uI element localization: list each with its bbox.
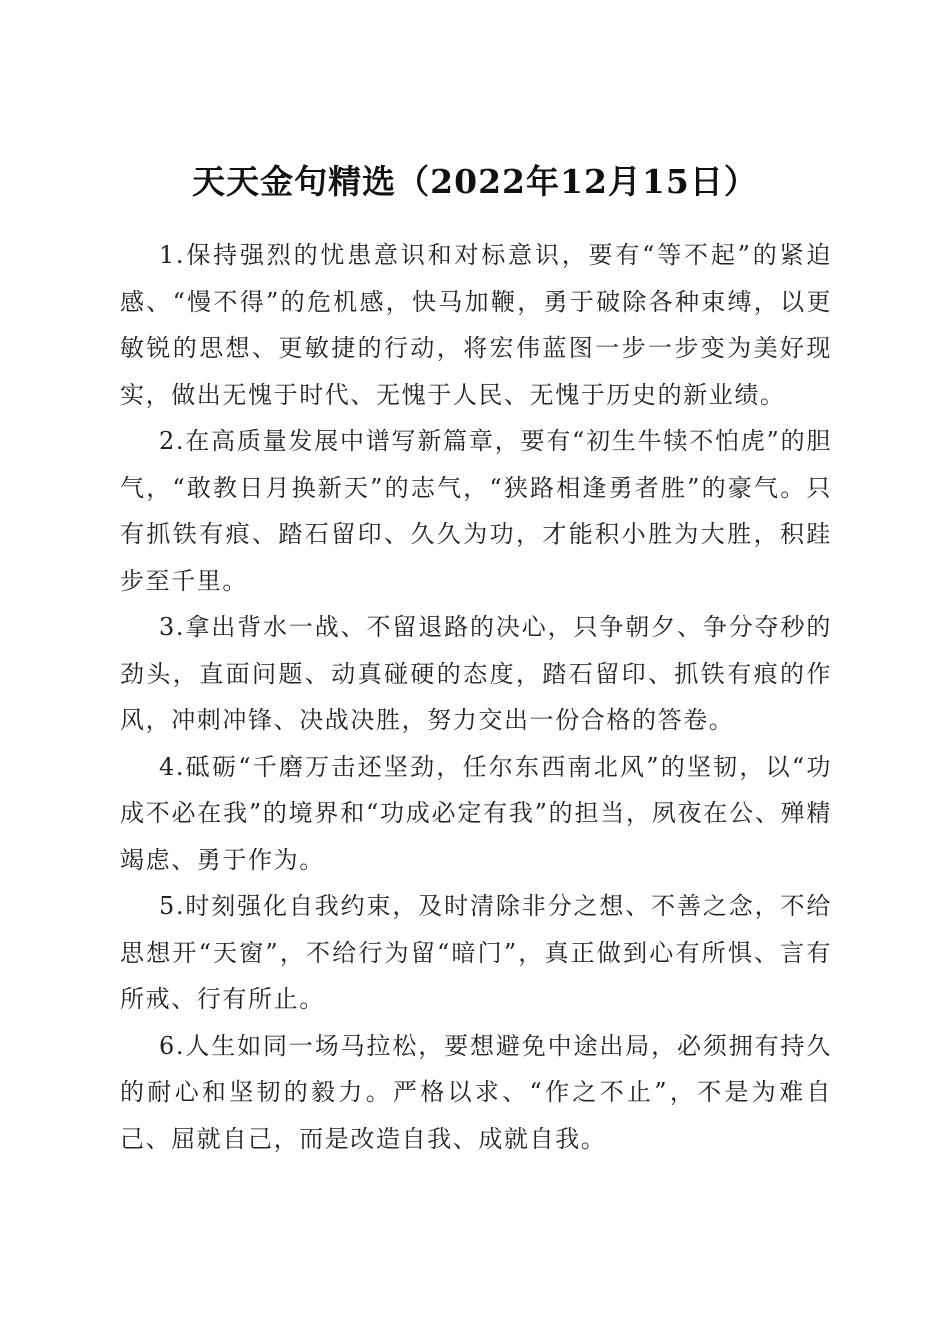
quote-paragraph-6: 6.人生如同一场马拉松，要想避免中途出局，必须拥有持久的耐心和坚韧的毅力。严格以求、“作之不止”，不是为难自己、屈就自己，而是改造自我、成就自我。	[120, 1031, 832, 1153]
quote-paragraph-1: 1.保持强烈的忧患意识和对标意识，要有“等不起”的紧迫感、“慢不得”的危机感，快马加鞭，勇于破除各种束缚，以更敏锐的思想、更敏捷的行动，将宏伟蓝图一步一步变为美好现实，做出无愧于时代、无愧于人民、无愧于历史的新业绩。	[120, 241, 832, 409]
quote-paragraph-2: 2.在高质量发展中谱写新篇章，要有“初生牛犊不怕虎”的胆气，“敢教日月换新天”的志气，“狭路相逢勇者胜”的豪气。只有抓铁有痕、踏石留印、久久为功，才能积小胜为大胜，积跬步至千里。	[120, 427, 832, 595]
document-title: 天天金句精选（2022年12月15日）	[192, 162, 758, 202]
quote-paragraph-3: 3.拿出背水一战、不留退路的决心，只争朝夕、争分夺秒的劲头，直面问题、动真碰硬的态度，踏石留印、抓铁有痕的作风，冲刺冲锋、决战决胜，努力交出一份合格的答卷。	[120, 613, 832, 734]
document-body	[120, 232, 832, 1162]
quote-paragraph-5: 5.时刻强化自我约束，及时清除非分之想、不善之念，不给思想开“天窗”，不给行为留“暗门”，真正做到心有所惧、言有所戒、行有所止。	[120, 892, 832, 1013]
quote-paragraph-4: 4.砥砺“千磨万击还坚劲，任尔东西南北风”的坚韧，以“功成不必在我”的境界和“功成必定有我”的担当，夙夜在公、殚精竭虑、勇于作为。	[120, 752, 832, 874]
